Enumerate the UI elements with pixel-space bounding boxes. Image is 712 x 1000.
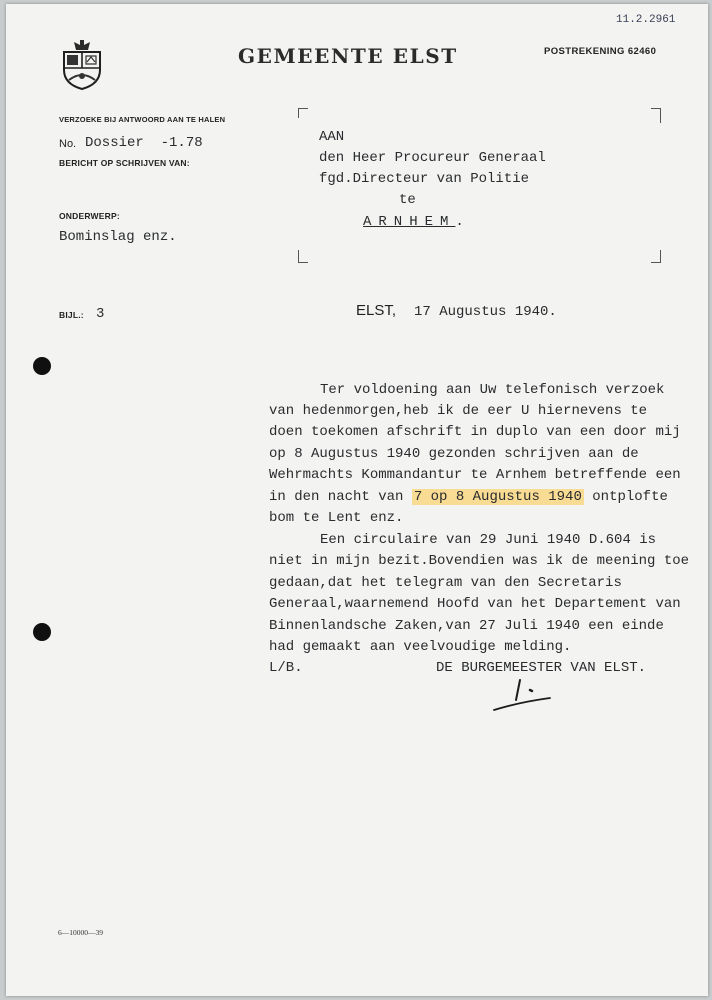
verzoeke-label: VERZOEKE BIJ ANTWOORD AAN TE HALEN	[59, 115, 226, 124]
signatory: DE BURGEMEESTER VAN ELST.	[436, 660, 647, 676]
body-line: Binnenlandsche Zaken,van 27 Juli 1940 een einde	[269, 618, 664, 634]
bijl-value: 3	[96, 306, 105, 322]
body-segment: in den nacht van	[269, 489, 412, 505]
body-line-highlight	[269, 489, 668, 505]
municipality-title: GEMEENTE ELST	[238, 44, 458, 68]
handwritten-signature	[490, 676, 560, 721]
address-corner-br	[651, 250, 661, 263]
address-city: ARNHEM	[363, 214, 456, 230]
body-line: Wehrmachts Kommandantur te Arnhem betreffende een	[269, 467, 681, 483]
body-line: had gemaakt aan veelvoudige melding.	[269, 639, 572, 655]
address-city-line	[363, 214, 464, 230]
postrekening-label: POSTREKENING 62460	[544, 46, 657, 57]
archive-number: 11.2.2961	[616, 14, 676, 26]
body-segment: ontplofte	[583, 489, 668, 505]
address-corner-bl	[298, 250, 308, 263]
address-recipient: den Heer Procureur Generaal	[319, 150, 546, 166]
address-aan: AAN	[319, 129, 345, 145]
body-line: Generaal,waarnemend Hoofd van het Departement van	[269, 596, 681, 612]
letter-page	[6, 4, 708, 996]
date-place: ELST,	[356, 302, 397, 319]
body-line: Ter voldoening aan Uw telefonisch verzoek	[320, 382, 665, 398]
bericht-label: BERICHT OP SCHRIJVEN VAN:	[59, 158, 190, 168]
body-line: van hedenmorgen,heb ik de eer U hiernevens te	[269, 403, 648, 419]
body-line: op 8 Augustus 1940 gezonden schrijven aan de	[269, 446, 639, 462]
print-code: 6—10000—39	[58, 928, 103, 937]
body-line: niet in mijn bezit.Bovendien was ik de meening toe	[269, 553, 690, 569]
letter-date: 17 Augustus 1940.	[414, 304, 557, 320]
punch-hole-bottom	[33, 623, 51, 641]
address-corner-tl	[298, 108, 308, 118]
no-label: No.	[59, 138, 77, 150]
punch-hole-top	[33, 357, 51, 375]
address-corner-tr	[651, 108, 661, 123]
address-te: te	[399, 192, 416, 208]
body-line: bom te Lent enz.	[269, 510, 404, 526]
address-function: fgd.Directeur van Politie	[319, 171, 530, 187]
highlighted-date: 7 op 8 Augustus 1940	[413, 489, 582, 505]
address-city-suffix: .	[455, 214, 464, 230]
bijl-label: BIJL.:	[59, 310, 84, 320]
body-line: gedaan,dat het telegram van den Secretaris	[269, 575, 622, 591]
dossier-number: Dossier -1.78	[85, 135, 203, 151]
body-line: doen toekomen afschrift in duplo van een door mij	[269, 424, 681, 440]
coat-of-arms-emblem	[60, 40, 104, 95]
onderwerp-label: ONDERWERP:	[59, 211, 120, 221]
initials: L/B.	[269, 660, 303, 676]
subject-value: Bominslag enz.	[59, 229, 177, 245]
body-line: Een circulaire van 29 Juni 1940 D.604 is	[320, 532, 657, 548]
